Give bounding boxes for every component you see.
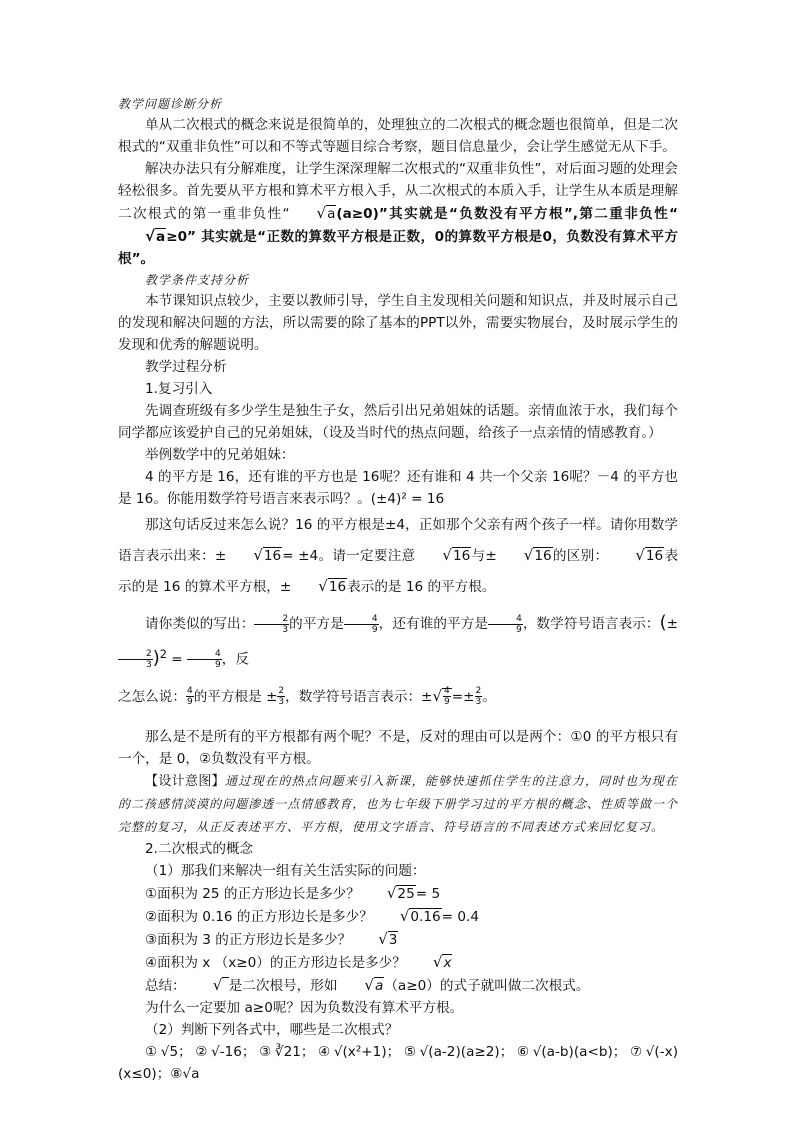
radical: √ $\frac{4}{9}$ [432, 686, 450, 708]
list-item: ②面积为 0.16 的正方形边长是多少？ √0.16= 0.4 [145, 907, 480, 926]
paragraph: 4 的平方是 16，还有谁的平方也是 16呢？还有谁和 4 共一个父亲 16呢？－4 的平方也是 16。你能用数学符号语言来表示吗？。(±4)² = 16 [118, 469, 678, 507]
paragraph: 先调查班级有多少学生是独生子女，然后引出兄弟姐妹的话题。亲情血浓于水，我们每个同学都应该爱护自己的兄弟姐妹，（设及当时代的热点问题，给孩子一点亲情的情感教育。） [118, 403, 678, 441]
radical: √16 [318, 577, 347, 595]
section-title-conditions: 教学条件支持分析 [145, 273, 250, 287]
radical: √16 [523, 546, 552, 564]
fraction: $\frac{4}{9}$ [187, 649, 222, 670]
paragraph: 本节课知识点较少，主要以教师引导，学生自主发现相关问题和知识点，并及时展示自己的发现和解决问题的方法，所以需要的除了基本的PPT以外，需要实物展台，及时展示学生的发现和优秀的解题说明。 [118, 293, 678, 353]
fraction: $\frac{2}{3}$ [254, 614, 289, 635]
fraction: $\frac{2}{3}$ [118, 649, 153, 670]
design-intent: 【设计意图】通过现在的热点问题来引入新课，能够快速抓住学生的注意力，同时也为现在的二孩感情淡漠的问题渗透一点情感教育，也为七年级下册学习过的平方根的概念、性质等做一个完整的复习，从正反表述平方、平方根，使用文字语言、符号语言的不同表述方式来回忆复习。 [118, 773, 678, 834]
subsection-title: 1.复习引入 [145, 381, 213, 397]
section-title-diagnosis: 教学问题诊断分析 [118, 97, 223, 111]
list-item: ①面积为 25 的正方形边长是多少？ √25= 5 [145, 884, 441, 903]
paragraph: （1）那我们来解决一组有关生活实际的问题： [145, 863, 426, 880]
section-title-process: 教学过程分析 [145, 359, 227, 375]
paragraph: 那么是不是所有的平方根都有两个呢？不是，反对的理由可以是两个：①0 的平方根只有一个，是 0，②负数没有平方根。 [118, 728, 678, 767]
paragraph: 单从二次根式的概念来说是很简单的，处理独立的二次根式的概念题也很简单，但是二次根式的“双重非负性”可以和不等式等题目综合考察，题目信息量少，会让学生感觉无从下手。 [118, 117, 678, 155]
paragraph: （2）判断下列各式中，哪些是二次根式？ [145, 1022, 399, 1039]
paragraph: 请你类似的写出： $\frac{2}{3}$ 的平方是 $\frac{4}{9}$ ，还有谁的平方是 $\frac{4}{9}$ ，数学符号语言表示：(± $\frac{2}{3}$ )$^2$ = $\frac{4}{9}$ ，反 [118, 608, 678, 675]
fraction: $\frac{4}{9}$ [488, 614, 523, 635]
paragraph: 举例数学中的兄弟姐妹： [145, 447, 295, 463]
list-item: ④面积为 x （x≥0）的正方形边长是多少？ √x [145, 953, 452, 972]
expression-list: ①√5；②√-16；③∛21；④√(x²+1)；⑤√(a-2)(a≥2)；⑥√(a-b)(a<b)；⑦√(-x)(x≤0)；⑧√a [118, 1044, 678, 1083]
fraction: $\frac{2}{3}$ [475, 686, 482, 708]
radical: √16 [442, 546, 471, 564]
radical: √16 [253, 546, 282, 564]
paragraph: 之怎么说： $\frac{4}{9}$ 的平方根是 ± $\frac{2}{3}$ ，数学符号语言表示：±√ $\frac{4}{9}$ =± $\frac{2}{3}$ 。 [118, 681, 678, 712]
paragraph: 总结： √ 是二次根号，形如 √a（a≥0）的式子就叫做二次根式。 [145, 976, 590, 995]
radical: √16 [635, 546, 664, 564]
paragraph: 解决办法只有分解难度，让学生深深理解二次根式的“双重非负性”，对后面习题的处理会轻松很多。首先要从平方根和算术平方根入手，从二次根式的本质入手，让学生从本质是理解二次根式的第一重非负性“ √a(a≥0)”其实就是“负数没有平方根”,第二重非负性“√a≥0” 其实就是“正数的算数平方根是正数，0的算数平方根是0，负数没有算术平方根”。 [118, 161, 678, 267]
document-page [118, 94, 678, 1085]
paragraph: 那这句话反过来怎么说？16 的平方根是±4，正如那个父亲有两个孩子一样。请你用数学语言表示出来：± √16= ±4。请一定要注意 √16与± √16的区别： √16表示的是 16 的算术平方根，± √16表示的是 16 的平方根。 [118, 510, 678, 602]
radical: √a [145, 227, 166, 245]
fraction: $\frac{4}{9}$ [344, 614, 379, 635]
list-item: ③面积为 3 的正方形边长是多少？ √3 [145, 930, 398, 949]
fraction: $\frac{2}{3}$ [278, 686, 285, 708]
radical: √a [316, 204, 336, 222]
paragraph: 为什么一定要加 a≥0呢？因为负数没有算术平方根。 [145, 1000, 464, 1017]
fraction: $\frac{4}{9}$ [186, 686, 193, 708]
subsection-title: 2.二次根式的概念 [145, 841, 254, 858]
